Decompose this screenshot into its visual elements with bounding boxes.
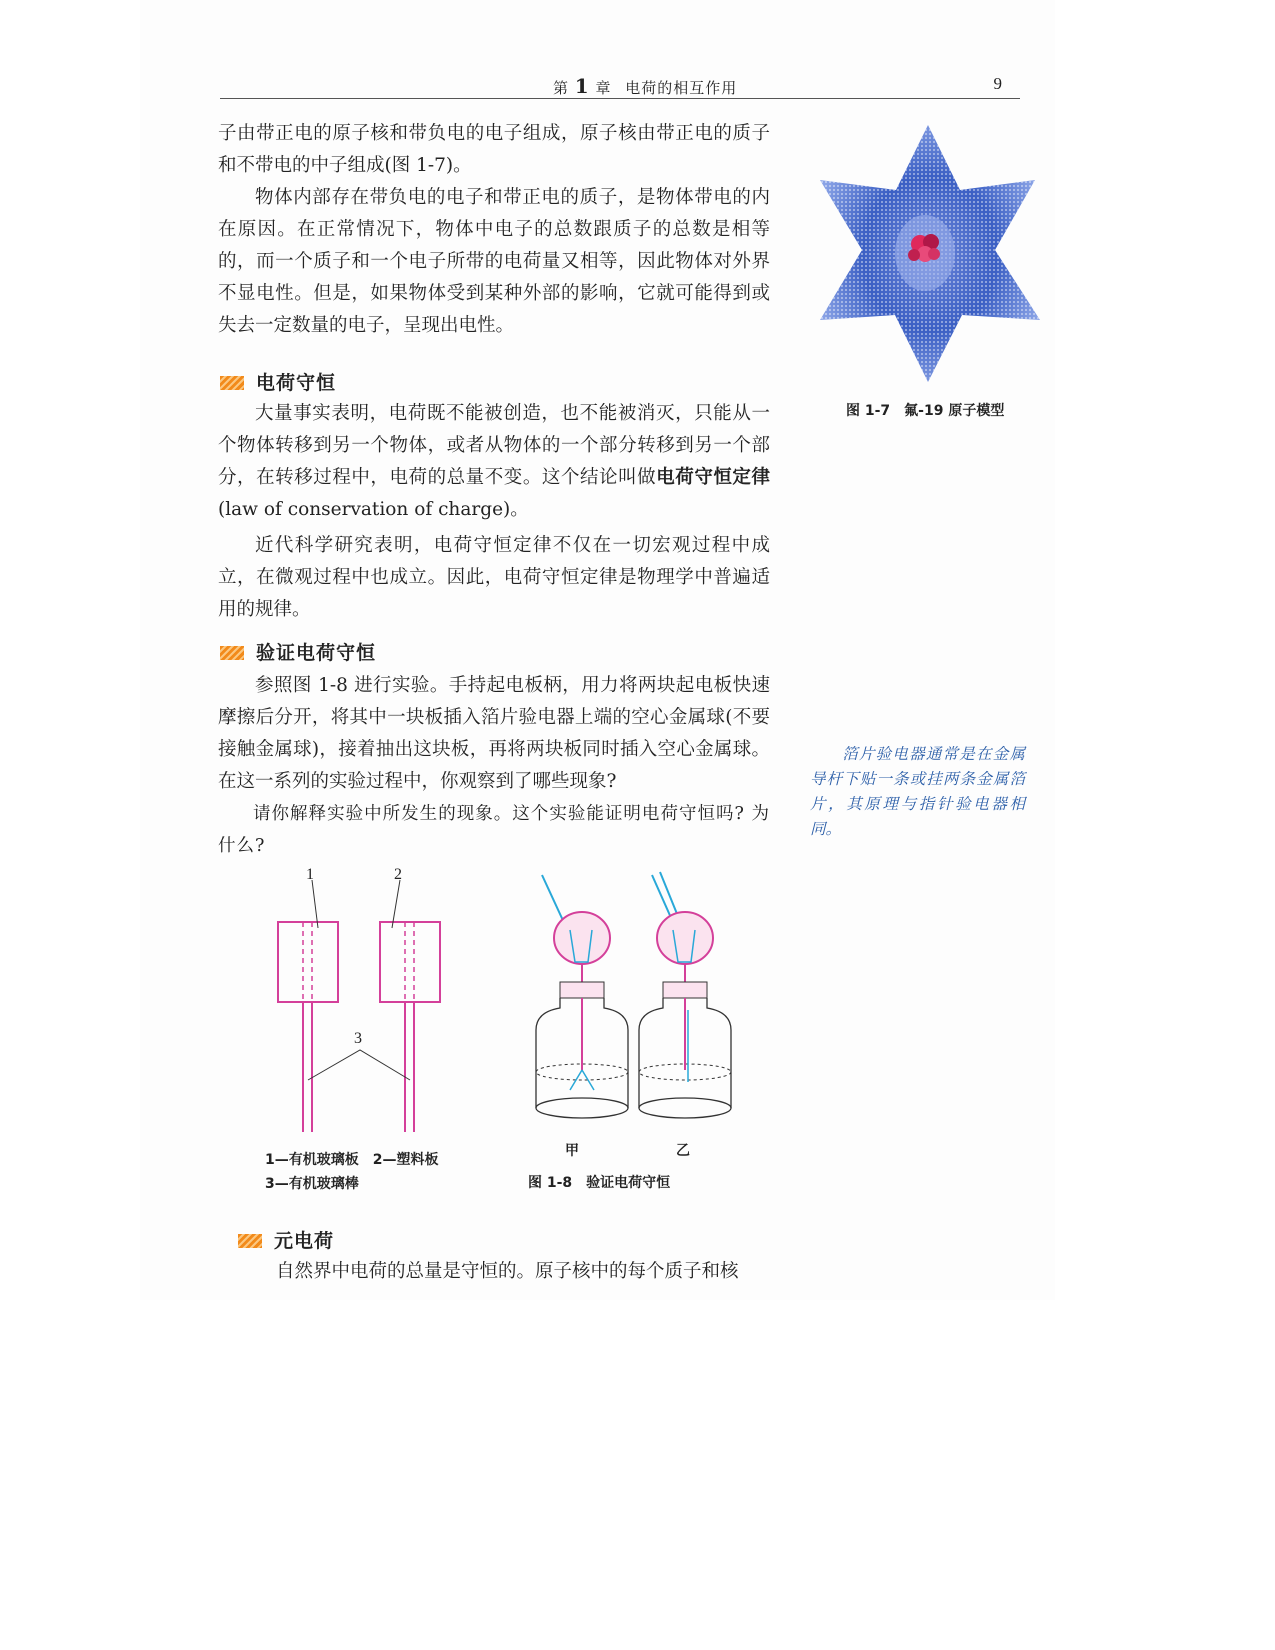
chapter-prefix: 第: [553, 79, 570, 97]
section-title: 验证电荷守恒: [256, 642, 377, 664]
section2-paragraph-1: 参照图 1-8 进行实验。手持起电板柄，用力将两块起电板快速摩擦后分开，将其中一块板插入箔片验电器上端的空心金属球(不要接触金属球)，接着抽出这块板，再将两块板同时插入空心金属球。在这一系列的实验过程中，你观察到了哪些现象?: [218, 675, 770, 792]
running-header: [220, 70, 1020, 99]
section1-paragraph-1: [218, 398, 770, 526]
margin-note-text: 箔片验电器通常是在金属导杆下贴一条或挂两条金属箔片，其原理与指针验电器相同。: [810, 745, 1025, 838]
page-number: 9: [993, 74, 1002, 93]
figure-1-8-electroscopes: [530, 870, 750, 1140]
figure-label-2: 2: [394, 866, 402, 883]
chapter-suffix: 章: [595, 79, 612, 97]
plexiglass-plate: [278, 922, 338, 1002]
section-heading-elementary-charge: [238, 1226, 334, 1253]
section3-paragraph-1: 自然界中电荷的总量是守恒的。原子核中的每个质子和核: [276, 1261, 739, 1282]
intro-text: [218, 118, 770, 342]
label-yi: 乙: [676, 1143, 690, 1159]
plastic-plate: [380, 922, 440, 1002]
chapter-title: [553, 74, 737, 98]
section-title: 元电荷: [274, 1230, 335, 1252]
legend-line-1: 1—有机玻璃板 2—塑料板: [265, 1152, 439, 1168]
section1-paragraph-2: 近代科学研究表明，电荷守恒定律不仅在一切宏观过程中成立，在微观过程中也成立。因此，电荷守恒定律是物理学中普遍适用的规律。: [218, 535, 770, 620]
figure-label-1: 1: [306, 866, 314, 883]
section3-text: [276, 1256, 776, 1288]
figure-1-8-caption: 图 1-8 验证电荷守恒: [528, 1175, 671, 1191]
figure-1-7-atom-model: [800, 120, 1060, 390]
figure-1-8-plates: [260, 870, 480, 1140]
figure-label-3: 3: [354, 1030, 362, 1047]
section-heading-verify-conservation: [220, 638, 376, 665]
legend-line-2: 3—有机玻璃棒: [265, 1176, 359, 1192]
intro-paragraph-1: 子由带正电的原子核和带负电的电子组成，原子核由带正电的质子和不带电的中子组成(图 1-7)。: [218, 123, 770, 176]
label-jia: 甲: [565, 1143, 579, 1159]
section1-text: [218, 398, 770, 626]
electroscope-yi: [639, 872, 731, 1118]
figure-1-8-legend: [265, 1148, 438, 1196]
section2-paragraph-2: 请你解释实验中所发生的现象。这个实验能证明电荷守恒吗? 为什么?: [218, 804, 770, 856]
electroscope-jia: [536, 875, 628, 1118]
term-charge-conservation-law: 电荷守恒定律: [656, 467, 770, 488]
section-heading-charge-conservation: [220, 368, 336, 395]
section2-text: [218, 670, 770, 862]
section-title: 电荷守恒: [256, 372, 337, 394]
section1-p1-text: 大量事实表明，电荷既不能被创造，也不能被消灭，只能从一个物体转移到另一个物体，或者从物体的一个部分转移到另一个部分，在转移过程中，电荷的总量不变。这个结论叫做: [218, 403, 770, 488]
section-mark-icon: [238, 1234, 262, 1248]
chapter-name: 电荷的相互作用: [625, 79, 738, 97]
section-mark-icon: [220, 376, 244, 390]
section-mark-icon: [220, 646, 244, 660]
figure-1-7-caption: 图 1-7 氟-19 原子模型: [846, 403, 1005, 419]
section1-p1-english: (law of conservation of charge)。: [218, 499, 529, 520]
intro-paragraph-2: 物体内部存在带负电的电子和带正电的质子，是物体带电的内在原因。在正常情况下，物体中电子的总数跟质子的总数是相等的，而一个质子和一个电子所带的电荷量又相等，因此物体对外界不显电性。但是，如果物体受到某种外部的影响，它就可能得到或失去一定数量的电子，呈现出电性。: [218, 187, 770, 336]
chapter-number: 1: [574, 74, 590, 98]
margin-note: [810, 742, 1025, 842]
